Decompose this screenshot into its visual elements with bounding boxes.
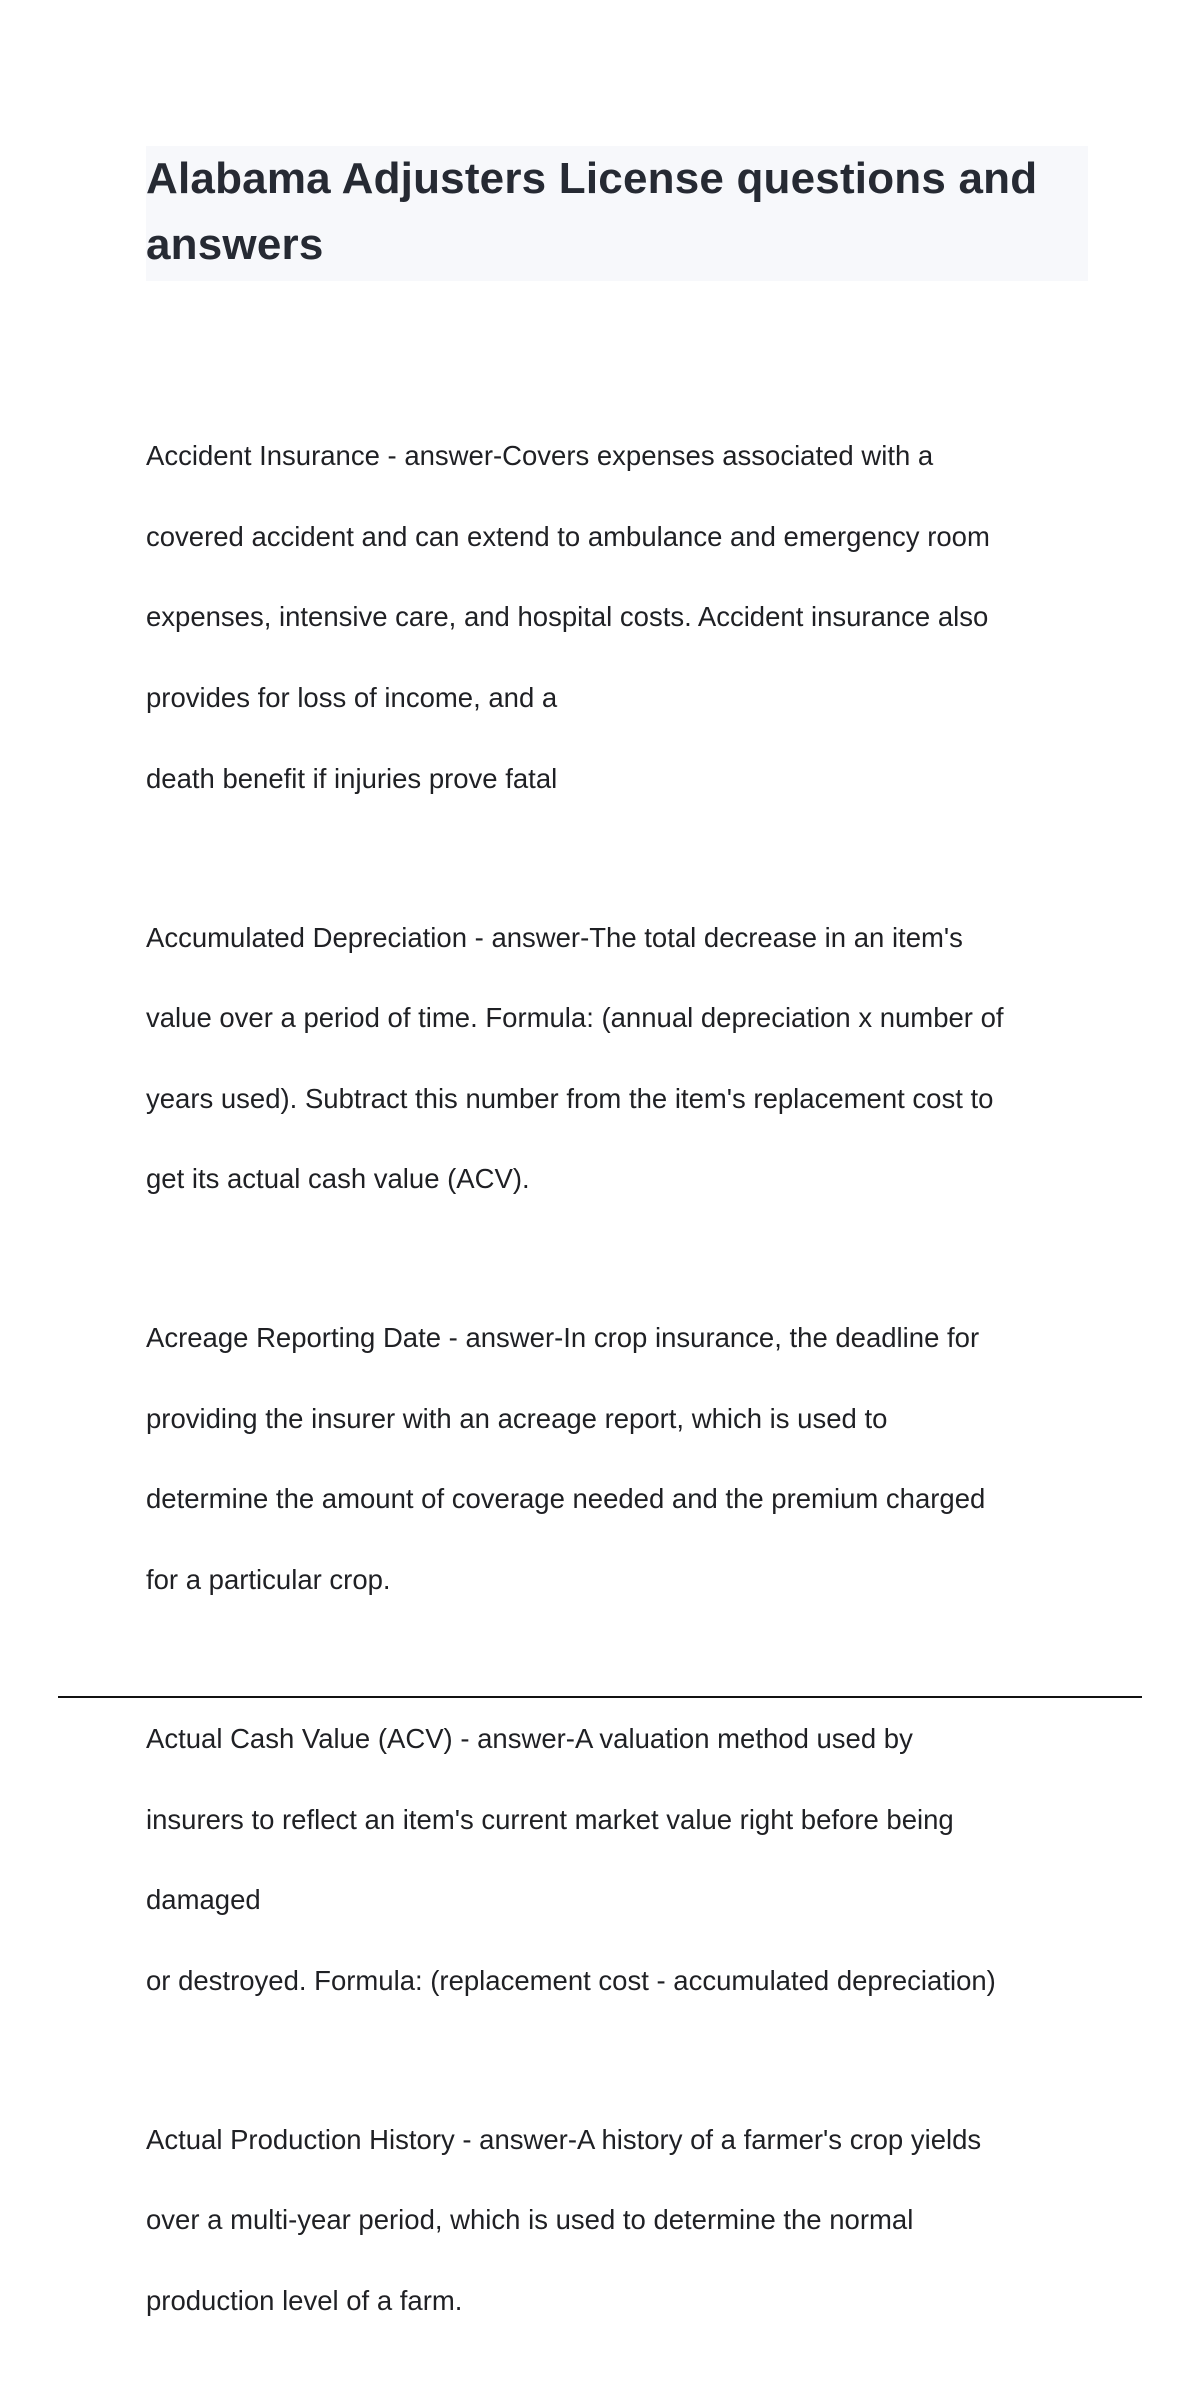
entry-line: Acreage Reporting Date - answer-In crop insurance, the deadline for bbox=[146, 1322, 980, 1354]
entry-line: value over a period of time. Formula: (annual depreciation x number of bbox=[146, 1002, 1004, 1034]
entry-line: determine the amount of coverage needed and the premium charged bbox=[146, 1483, 986, 1515]
entry-line: expenses, intensive care, and hospital costs. Accident insurance also bbox=[146, 601, 989, 633]
entries-list bbox=[146, 396, 1106, 2399]
entry-line: Accident Insurance - answer-Covers expenses associated with a bbox=[146, 440, 934, 472]
entry-actual-production-history bbox=[146, 2079, 1106, 2361]
entry-accident-insurance bbox=[146, 396, 1106, 839]
entry-line: Actual Cash Value (ACV) - answer-A valuation method used by bbox=[146, 1722, 913, 1754]
entry-line: Actual Production History - answer-A history of a farmer's crop yields bbox=[146, 2123, 982, 2155]
title-block bbox=[146, 146, 1088, 281]
entry-line: provides for loss of income, and a bbox=[146, 682, 558, 714]
entry-line: or destroyed. Formula: (replacement cost - accumulated depreciation) bbox=[146, 1964, 996, 1996]
entry-line: production level of a farm. bbox=[146, 2284, 463, 2316]
entry-line: providing the insurer with an acreage report, which is used to bbox=[146, 1402, 888, 1434]
entry-line: for a particular crop. bbox=[146, 1564, 391, 1596]
entry-line: insurers to reflect an item's current market value right before being bbox=[146, 1803, 954, 1835]
entry-actual-cash-value bbox=[146, 1679, 1106, 2042]
entry-accumulated-depreciation bbox=[146, 877, 1106, 1240]
document-title: Alabama Adjusters License questions and answers bbox=[146, 154, 1038, 269]
entry-line: covered accident and can extend to ambulance and emergency room bbox=[146, 520, 990, 552]
entry-line: Accumulated Depreciation - answer-The total decrease in an item's bbox=[146, 921, 963, 953]
entry-line: years used). Subtract this number from the item's replacement cost to bbox=[146, 1082, 994, 1114]
entry-line: death benefit if injuries prove fatal bbox=[146, 762, 558, 794]
entry-acreage-reporting-date bbox=[146, 1278, 1106, 1641]
entry-line: over a multi-year period, which is used to determine the normal bbox=[146, 2204, 914, 2236]
entry-line: get its actual cash value (ACV). bbox=[146, 1163, 530, 1195]
bottom-divider bbox=[58, 1696, 1142, 1698]
entry-line: damaged bbox=[146, 1884, 261, 1916]
